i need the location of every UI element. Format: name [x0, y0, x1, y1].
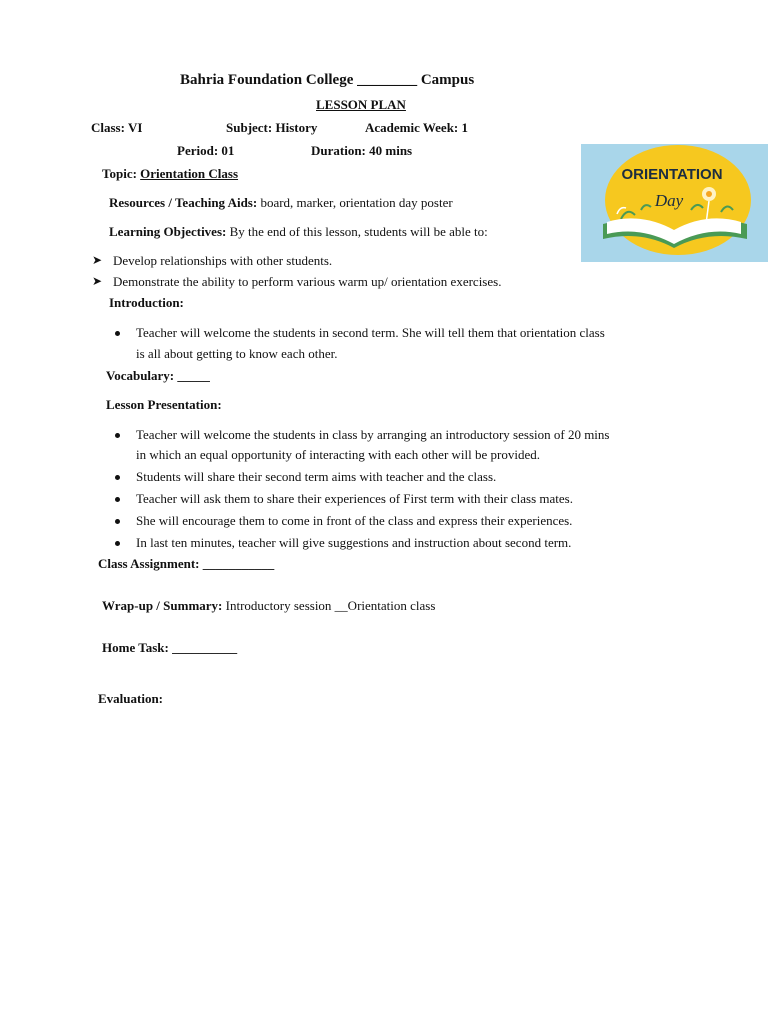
- doc-title: LESSON PLAN: [316, 97, 406, 112]
- resources-row: [109, 195, 453, 211]
- presentation-item: Teacher will welcome the students in class by arranging an introductory session of 20 mins: [136, 427, 610, 442]
- topic-value: Orientation Class: [140, 166, 239, 181]
- orientation-day-poster: [581, 144, 768, 262]
- wrapup-label: Wrap-up / Summary:: [102, 598, 223, 613]
- hometask-label: Home Task: __________: [102, 640, 238, 655]
- poster-title: ORIENTATION: [621, 166, 723, 183]
- presentation-item: Teacher will ask them to share their experiences of First term with their class mates.: [136, 491, 573, 506]
- objectives-intro: By the end of this lesson, students will be able to:: [229, 224, 488, 239]
- presentation-label: Lesson Presentation:: [106, 397, 222, 412]
- vocabulary-label: Vocabulary: _____: [106, 368, 210, 383]
- bullet-dot-icon: [115, 519, 120, 524]
- subject-label: Subject: History: [226, 120, 318, 135]
- bullet-dot-icon: [115, 331, 120, 336]
- wrapup-value: Introductory session __Orientation class: [225, 598, 436, 613]
- wrapup-row: [102, 598, 435, 614]
- bullet-dot-icon: [115, 433, 120, 438]
- presentation-item: In last ten minutes, teacher will give suggestions and instruction about second term.: [136, 535, 572, 550]
- presentation-item: She will encourage them to come in front of the class and express their experiences.: [136, 513, 573, 528]
- duration-label: Duration: 40 mins: [311, 143, 413, 158]
- introduction-line: is all about getting to know each other.: [136, 346, 338, 361]
- presentation-item: Students will share their second term aims with teacher and the class.: [136, 469, 497, 484]
- period-label: Period: 01: [177, 143, 235, 158]
- objectives-label: Learning Objectives:: [109, 224, 227, 239]
- resources-label: Resources / Teaching Aids:: [109, 195, 258, 210]
- assignment-label: Class Assignment: ___________: [98, 556, 275, 571]
- resources-value: board, marker, orientation day poster: [260, 195, 453, 210]
- arrow-bullet-icon: ➤: [92, 253, 103, 267]
- bullet-dot-icon: [115, 541, 120, 546]
- bullet-dot-icon: [115, 475, 120, 480]
- introduction-label: Introduction:: [109, 295, 184, 310]
- college-title: Bahria Foundation College ________ Campus: [180, 72, 475, 88]
- arrow-bullet-icon: ➤: [92, 274, 103, 288]
- objective-item: Demonstrate the ability to perform various warm up/ orientation exercises.: [113, 274, 502, 289]
- presentation-item: in which an equal opportunity of interacting with each other will be provided.: [136, 447, 540, 462]
- topic-row: [102, 166, 238, 182]
- topic-label: Topic:: [102, 166, 137, 181]
- introduction-line: Teacher will welcome the students in second term. She will tell them that orientation class: [136, 325, 605, 340]
- week-label: Academic Week: 1: [365, 120, 469, 135]
- evaluation-label: Evaluation:: [98, 691, 164, 706]
- class-label: Class: VI: [91, 120, 143, 135]
- bullet-dot-icon: [115, 497, 120, 502]
- objective-item: Develop relationships with other students.: [113, 253, 333, 268]
- poster-subtitle: Day: [654, 191, 684, 210]
- objectives-row: [109, 224, 488, 240]
